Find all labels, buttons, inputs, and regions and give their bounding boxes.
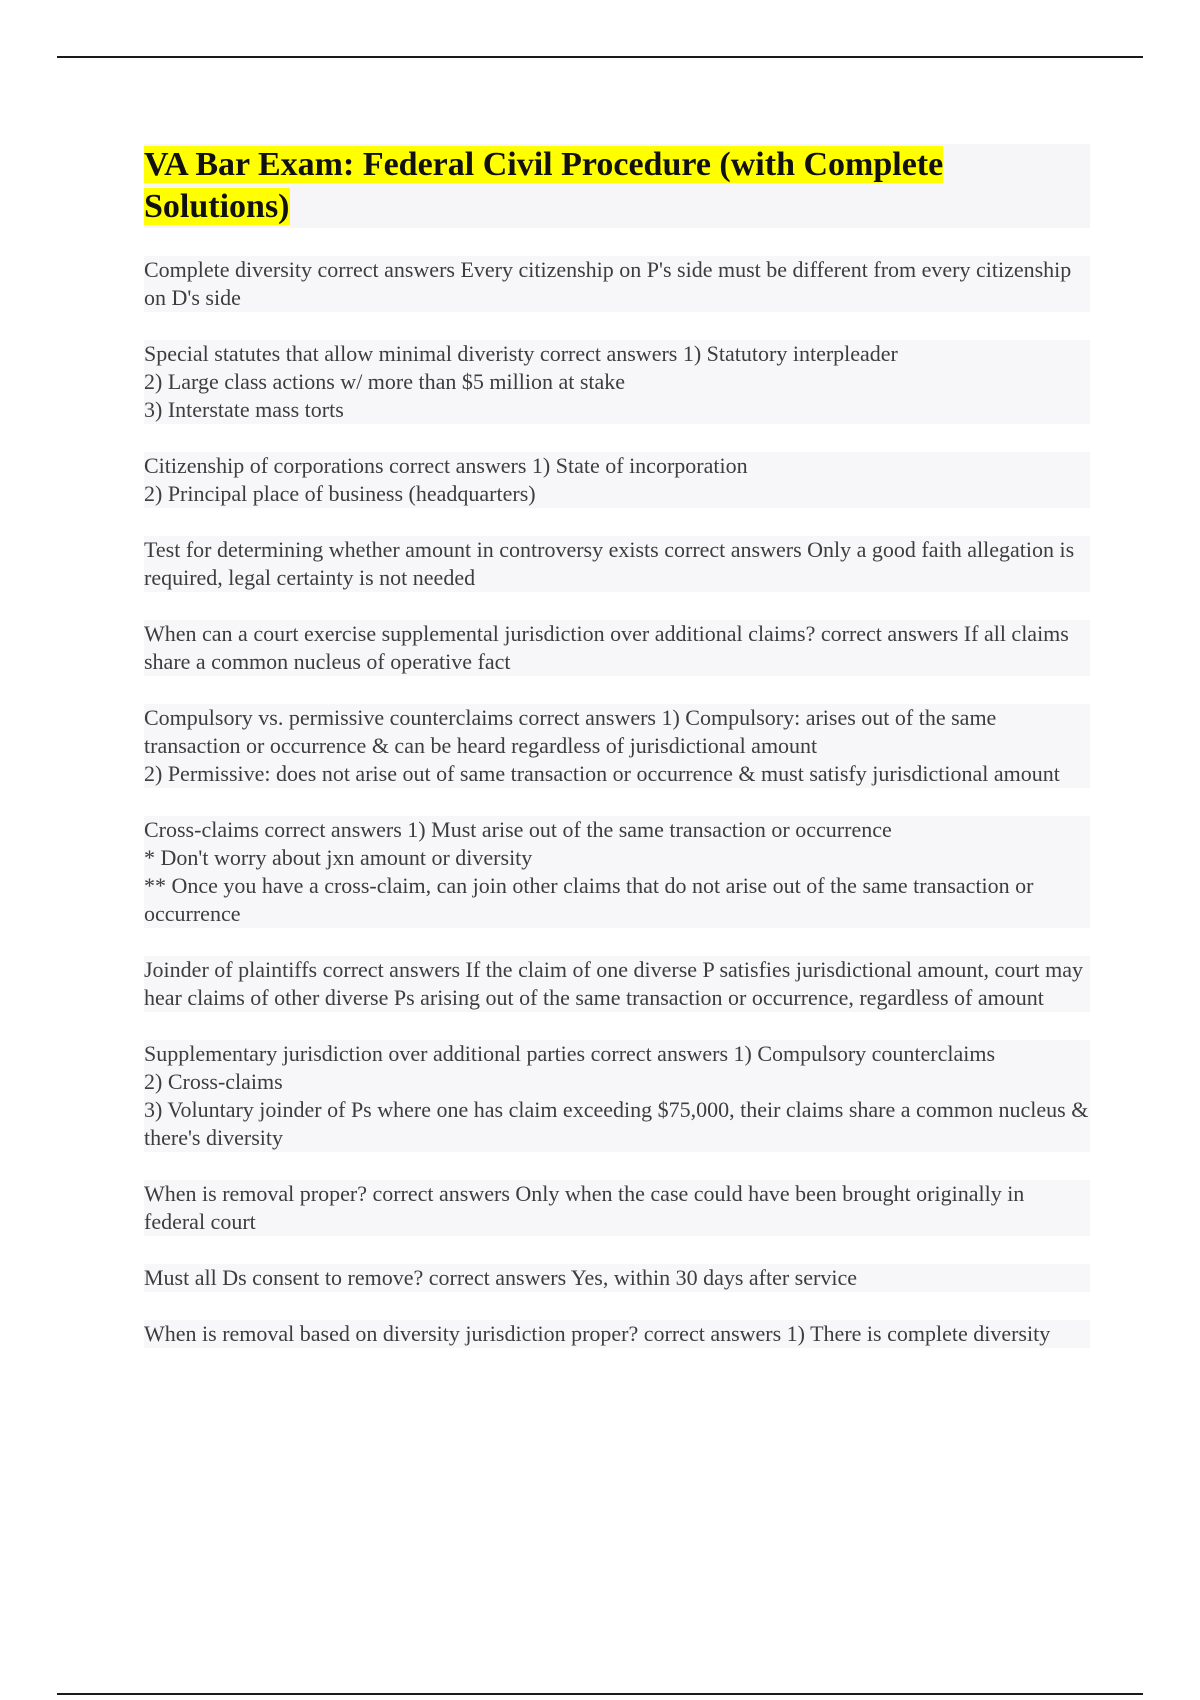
qa-entry: [144, 452, 1090, 508]
entry-line: Complete diversity correct answers Every citizenship on P's side must be different from every citizenship on D's side: [144, 256, 1090, 312]
entry-line: 3) Voluntary joinder of Ps where one has claim exceeding $75,000, their claims share a common nucleus & there's diversity: [144, 1097, 1089, 1150]
entry-line: Joinder of plaintiffs correct answers If the claim of one diverse P satisfies jurisdictional amount, court may hear claims of other diverse Ps arising out of the same transaction or occurrence, regardless of amount: [144, 956, 1090, 1012]
entry-line: 2) Principal place of business (headquarters): [144, 480, 1090, 508]
entry-line: 2) Permissive: does not arise out of same transaction or occurrence & must satisfy jurisdictional amount: [144, 760, 1090, 788]
qa-entry: [144, 704, 1090, 788]
qa-entry: [144, 256, 1090, 312]
entry-line: 2) Cross-claims: [144, 1068, 1090, 1096]
qa-entry: [144, 536, 1090, 592]
qa-entry: [144, 1320, 1090, 1348]
entry-line: Test for determining whether amount in controversy exists correct answers Only a good faith allegation is required, legal certainty is not needed: [144, 536, 1090, 592]
entry-line: When can a court exercise supplemental jurisdiction over additional claims? correct answers If all claims share a common nucleus of operative fact: [144, 620, 1090, 676]
entry-line: Cross-claims correct answers 1) Must arise out of the same transaction or occurrence: [144, 816, 1090, 844]
document-title: [144, 144, 1090, 228]
entry-line: 3) Interstate mass torts: [144, 396, 1090, 424]
entry-line: Supplementary jurisdiction over additional parties correct answers 1) Compulsory counterclaims: [144, 1040, 1090, 1068]
entry-line: Special statutes that allow minimal diveristy correct answers 1) Statutory interpleader: [144, 340, 1090, 368]
qa-list: [144, 256, 1090, 1376]
entry-line: * Don't worry about jxn amount or diversity: [144, 844, 1090, 872]
entry-line: When is removal based on diversity jurisdiction proper? correct answers 1) There is complete diversity: [144, 1320, 1090, 1348]
entry-line: 2) Large class actions w/ more than $5 million at stake: [144, 368, 1090, 396]
title-block: [144, 144, 1090, 228]
entry-line: When is removal proper? correct answers Only when the case could have been brought originally in federal court: [144, 1180, 1090, 1236]
qa-entry: [144, 620, 1090, 676]
bottom-rule: [57, 1693, 1143, 1695]
top-rule: [57, 56, 1143, 58]
qa-entry: [144, 816, 1090, 928]
qa-entry: [144, 956, 1090, 1012]
title-highlight: VA Bar Exam: Federal Civil Procedure (with Complete Solutions): [144, 146, 944, 225]
entry-line: Compulsory vs. permissive counterclaims correct answers 1) Compulsory: arises out of the same transaction or occurrence & can be heard regardless of jurisdictional amount: [144, 704, 1090, 760]
entry-line: Must all Ds consent to remove? correct answers Yes, within 30 days after service: [144, 1264, 1090, 1292]
qa-entry: [144, 1264, 1090, 1292]
qa-entry: [144, 340, 1090, 424]
entry-line: ** Once you have a cross-claim, can join other claims that do not arise out of the same transaction or occurrence: [144, 872, 1090, 928]
qa-entry: [144, 1040, 1090, 1152]
entry-line: Citizenship of corporations correct answers 1) State of incorporation: [144, 452, 1090, 480]
qa-entry: [144, 1180, 1090, 1236]
